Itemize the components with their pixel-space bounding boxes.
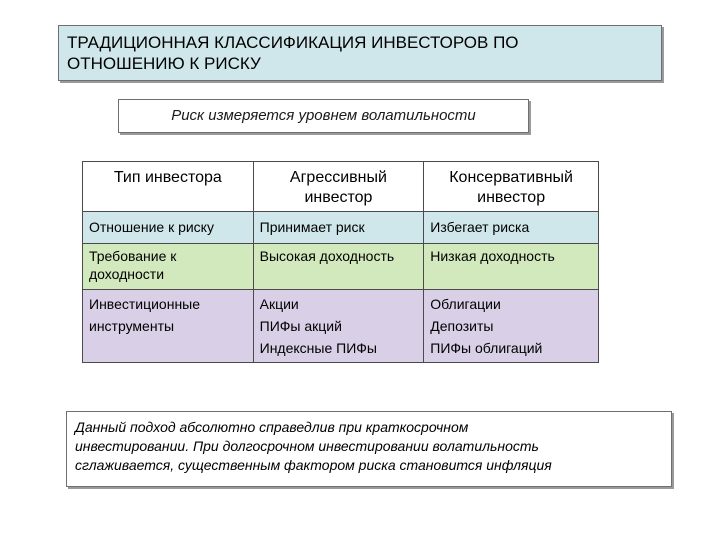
aggressive-cell bbox=[253, 290, 424, 363]
table-row-return-requirement bbox=[83, 244, 599, 290]
cell-line: Индексные ПИФы bbox=[259, 340, 377, 356]
header-conservative: Консервативный инвестор bbox=[424, 162, 599, 212]
row-label: Требование к доходности bbox=[83, 244, 254, 290]
conservative-cell bbox=[424, 212, 599, 244]
row-label: Отношение к риску bbox=[83, 212, 254, 244]
slide-title-line-2: ОТНОШЕНИЮ К РИСКУ bbox=[67, 54, 261, 73]
subtitle-box bbox=[118, 99, 529, 133]
cell-line: Избегает риска bbox=[430, 219, 530, 235]
row-label: Инвестиционные инструменты bbox=[83, 290, 254, 363]
aggressive-cell bbox=[253, 244, 424, 290]
note-line-1: Данный подход абсолютно справедлив при краткосрочном bbox=[75, 419, 469, 435]
note-box bbox=[66, 411, 672, 487]
slide-title bbox=[58, 25, 662, 81]
table-row-investment-tools bbox=[83, 290, 599, 363]
aggressive-cell bbox=[253, 212, 424, 244]
cell-line: Высокая доходность bbox=[259, 248, 395, 264]
cell-line: Принимает риск bbox=[259, 219, 365, 235]
conservative-cell bbox=[424, 244, 599, 290]
table-header-row bbox=[83, 162, 599, 212]
note-line-3: сглаживается, существенным фактором риска становится инфляция bbox=[75, 457, 552, 473]
cell-line: ПИФы облигаций bbox=[430, 340, 543, 356]
cell-line: Депозиты bbox=[430, 318, 494, 334]
subtitle-text: Риск измеряется уровнем волатильности bbox=[171, 107, 476, 124]
header-aggressive: Агрессивный инвестор bbox=[253, 162, 424, 212]
conservative-cell bbox=[424, 290, 599, 363]
cell-line: ПИФы акций bbox=[259, 318, 342, 334]
cell-line: Облигации bbox=[430, 296, 501, 312]
cell-line: Акции bbox=[259, 296, 299, 312]
classification-table bbox=[82, 161, 599, 363]
table-row-risk-attitude bbox=[83, 212, 599, 244]
header-investor-type: Тип инвестора bbox=[83, 162, 254, 212]
note-line-2: инвестировании. При долгосрочном инвестировании волатильность bbox=[75, 438, 539, 454]
cell-line: Низкая доходность bbox=[430, 248, 555, 264]
slide-title-line-1: ТРАДИЦИОННАЯ КЛАССИФИКАЦИЯ ИНВЕСТОРОВ ПО bbox=[67, 33, 519, 52]
